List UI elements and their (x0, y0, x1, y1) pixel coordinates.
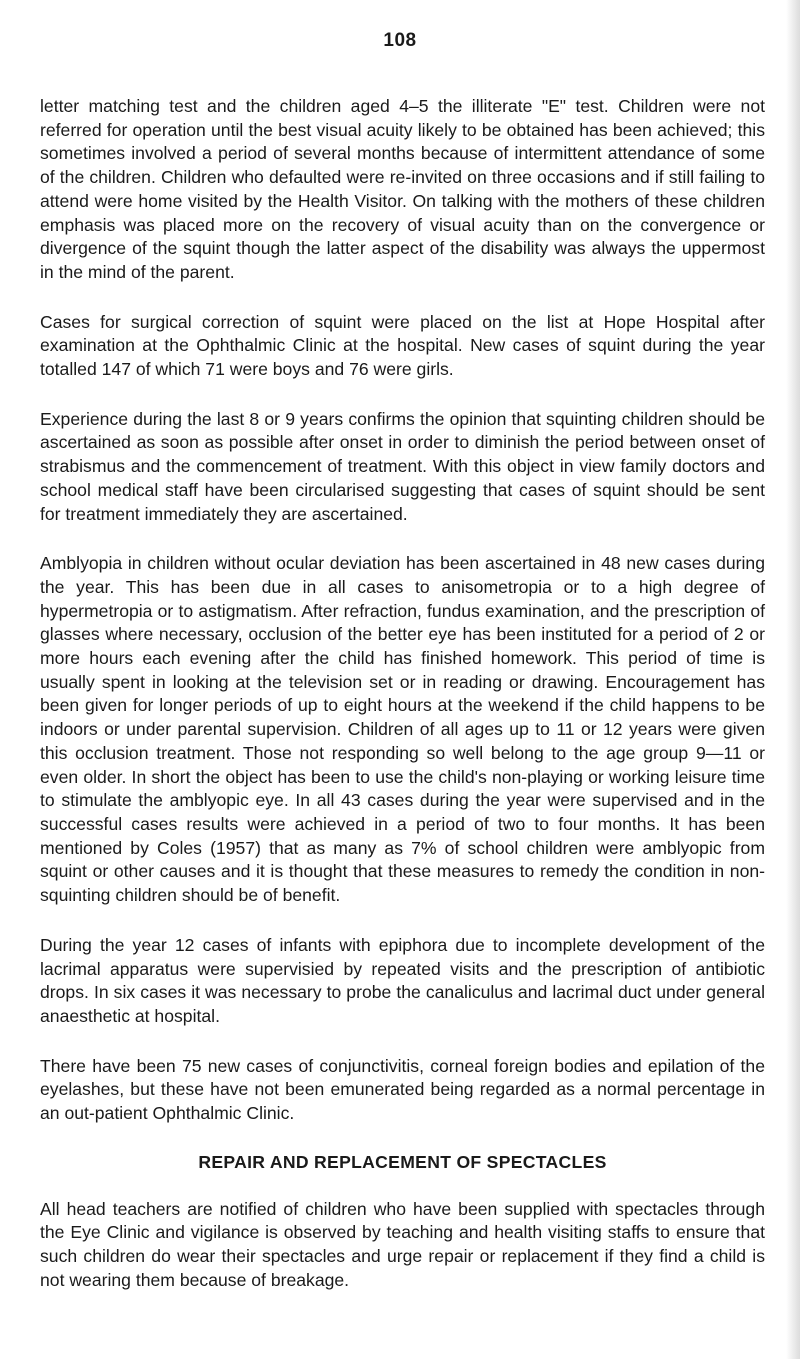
paragraph-amblyopia: Amblyopia in children without ocular deviation has been ascertained in 48 new cases during the year. This has been due in all cases to anisometropia or to a high degree of hypermetropia or to astigmatism. After refraction, fundus examination, and the prescription of glasses where necessary, occlusion of the better eye has been instituted for a period of 2 or more hours each evening after the child has finished homework. This period of time is usually spent in looking at the television set or in reading or drawing. Encouragement has been given for longer periods of up to eight hours at the weekend if the child happens to be indoors or under parental supervision. Children of all ages up to 11 or 12 years were given this occlusion treatment. Those not responding so well belong to the age group 9—11 or even older. In short the object has been to use the child's non-playing or working leisure time to stimulate the amblyopic eye. In all 43 cases during the year were supervised and in the successful cases results were achieved in a period of two to four months. It has been mentioned by Coles (1957) that as many as 7% of school children were amblyopic from squint or other causes and it is thought that these measures to remedy the condition in non-squinting children should be of benefit. (40, 553, 765, 906)
page-body (40, 95, 765, 1319)
section-heading: REPAIR AND REPLACEMENT OF SPECTACLES (198, 1151, 607, 1172)
paragraph-spectacles: All head teachers are notified of children who have been supplied with spectacles through the Eye Clinic and vigilance is observed by teaching and health visiting staffs to ensure that such children do wear their spectacles and urge repair or replacement if they find a child is not wearing them because of breakage. (40, 1198, 765, 1290)
paragraph-conjunctivitis: There have been 75 new cases of conjunctivitis, corneal foreign bodies and epilation of the eyelashes, but these have not been emunerated being regarded as a normal percentage in an out-patient Ophthalmic Clinic. (40, 1055, 765, 1124)
paragraph-squint-testing: letter matching test and the children aged 4–5 the illiterate "E" test. Children were not referred for operation until the best visual acuity likely to be obtained has been achieved; this sometimes involved a period of several months because of intermittent attendance of some of the children. Children who defaulted were re-invited on three occasions and if still failing to attend were home visited by the Health Visitor. On talking with the mothers of these children emphasis was placed more on the recovery of visual acuity than on the convergence or divergence of the squint though the latter aspect of the disability was always the uppermost in the mind of the parent. (40, 96, 765, 282)
page-edge-shadow (786, 0, 800, 1359)
paragraph-early-ascertainment: Experience during the last 8 or 9 years confirms the opinion that squinting children should be ascertained as soon as possible after onset in order to diminish the period between onset of strabismus and the commencement of treatment. With this object in view family doctors and school medical staff have been circularised suggesting that cases of squint should be sent for treatment immediately they are ascertained. (40, 408, 765, 524)
paragraph-surgical-correction: Cases for surgical correction of squint were placed on the list at Hope Hospital after examination at the Ophthalmic Clinic at the hospital. New cases of squint during the year totalled 147 of which 71 were boys and 76 were girls. (40, 311, 765, 380)
page-number: 108 (383, 30, 417, 51)
paragraph-epiphora: During the year 12 cases of infants with epiphora due to incomplete development of the lacrimal apparatus were supervisied by repeated visits and the prescription of antibiotic drops. In six cases it was necessary to probe the canaliculus and lacrimal duct under general anaesthetic at hospital. (40, 934, 765, 1026)
